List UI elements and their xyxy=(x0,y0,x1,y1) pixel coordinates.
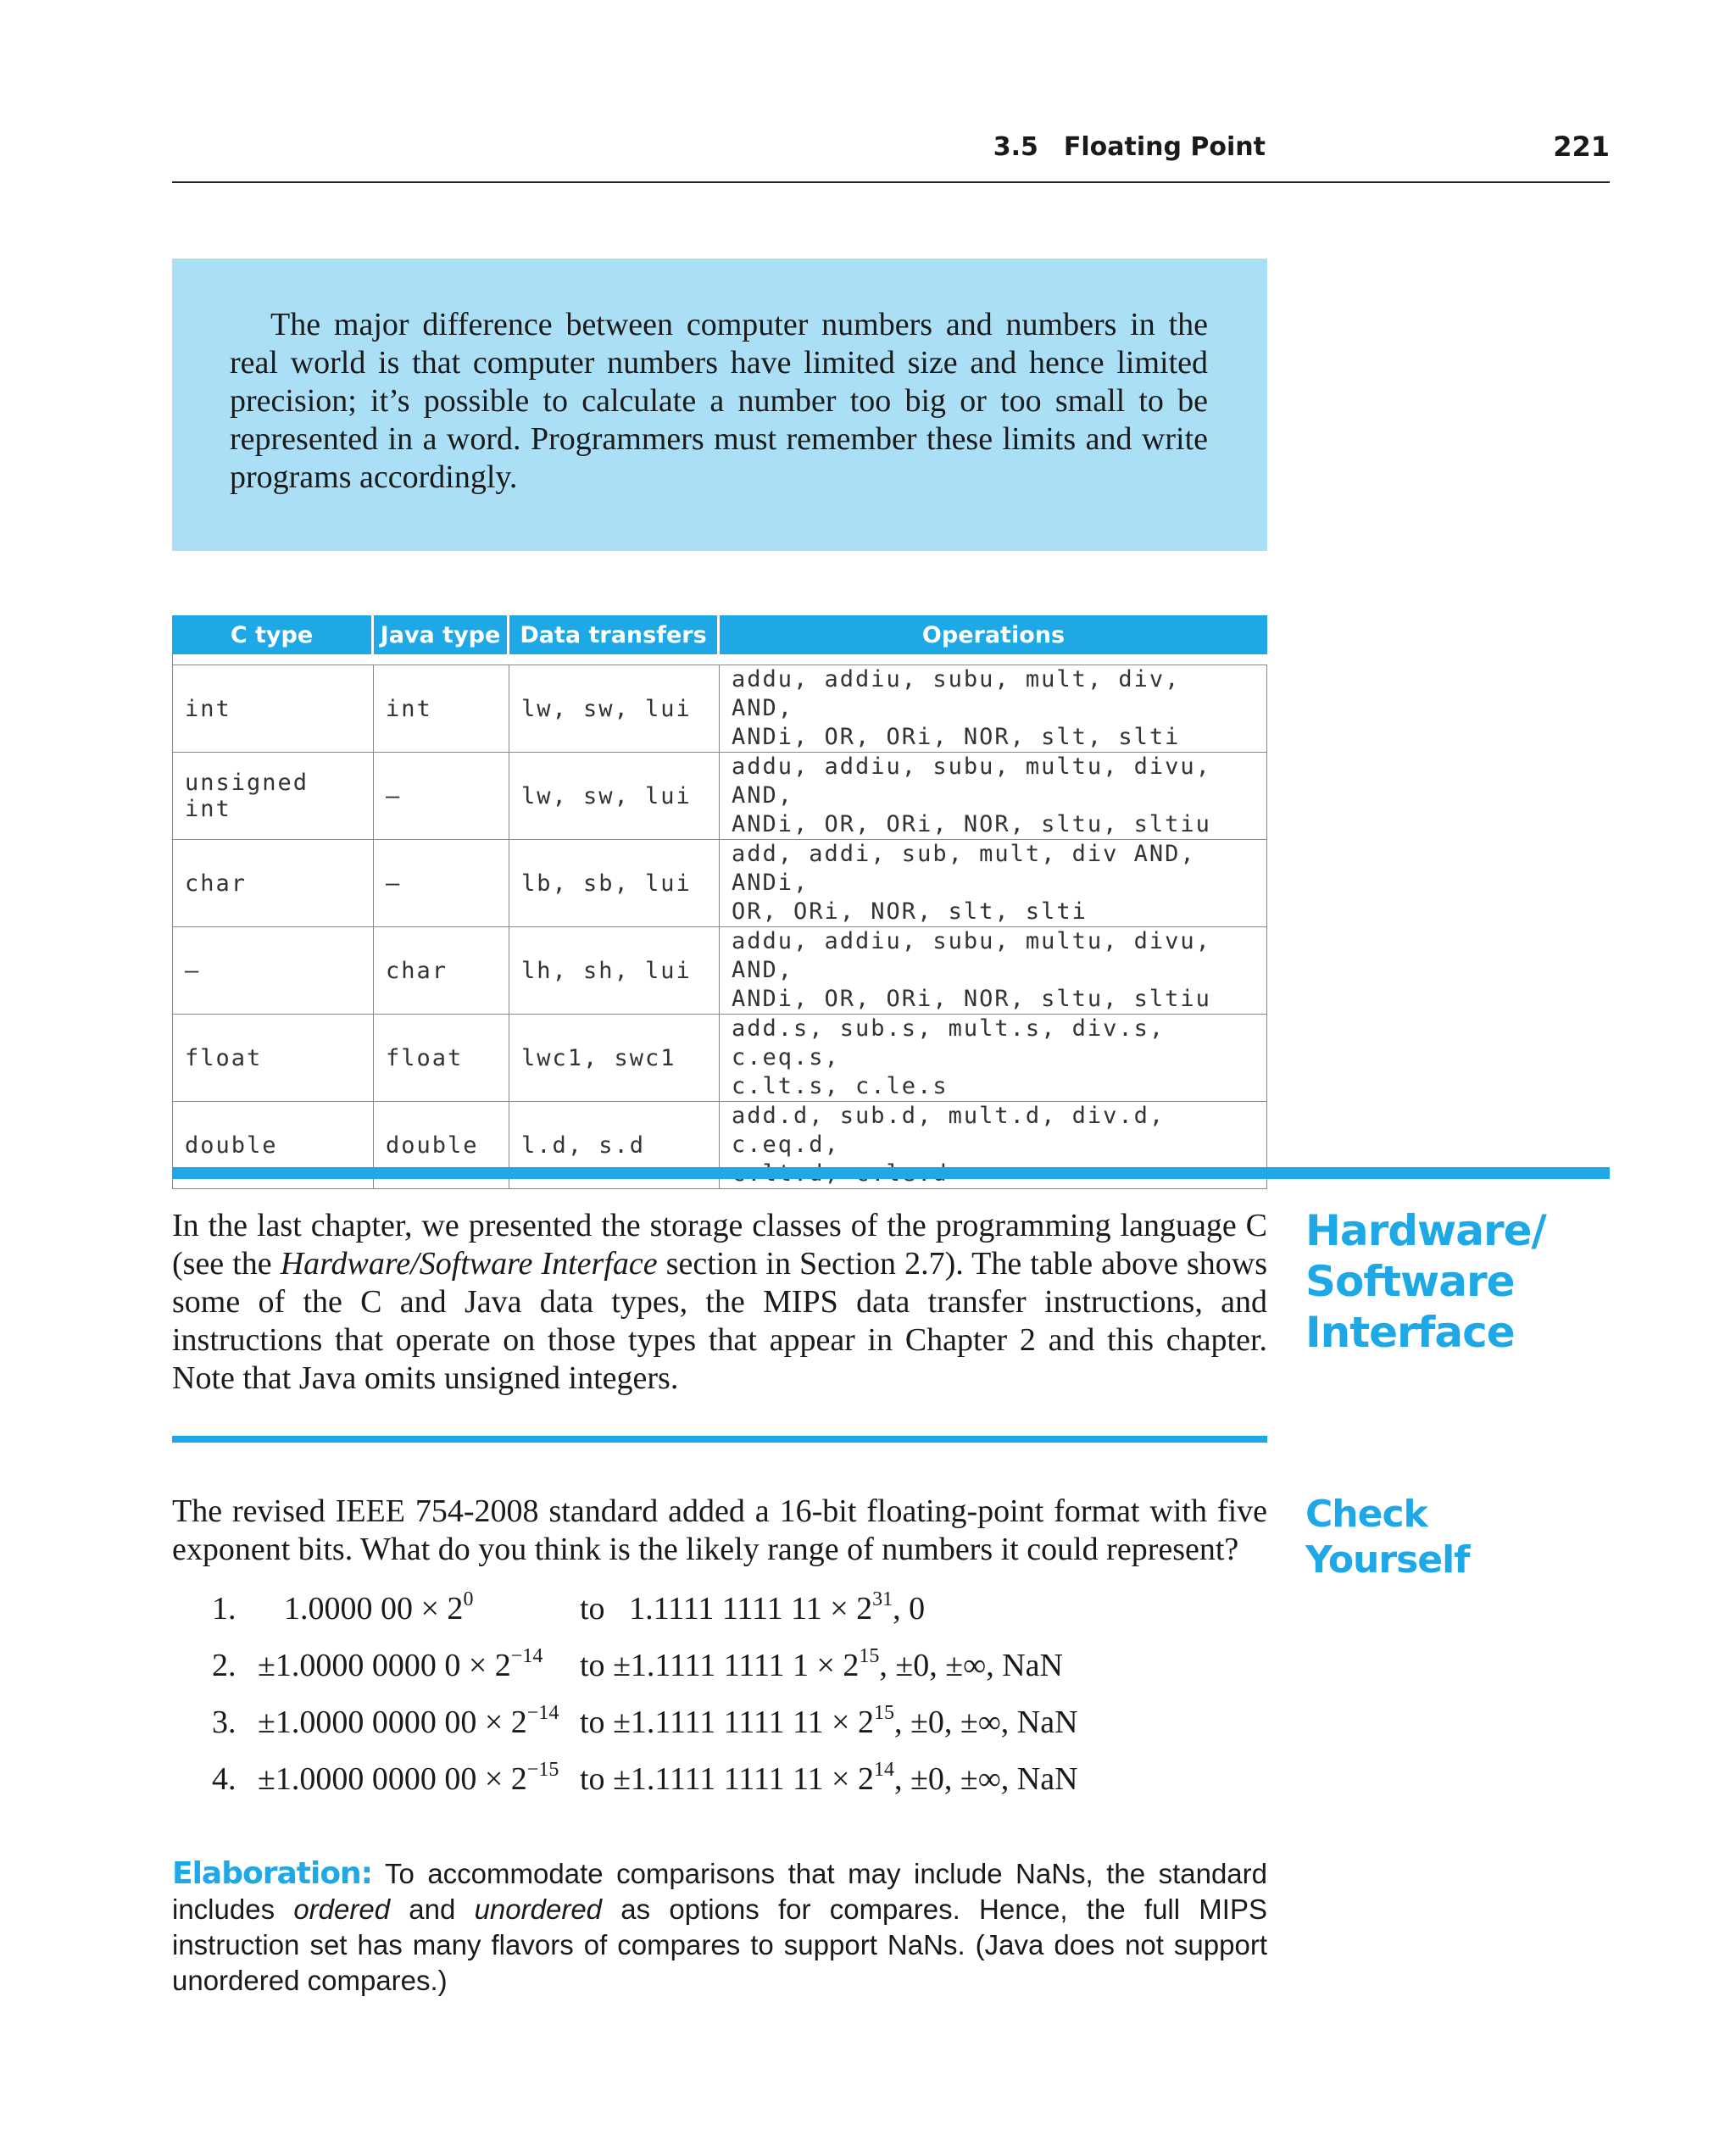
hsi-text-after: section in Section 2.7). The table above shows some of the C and Java data types, the MIPS data transfer instructions, and instructions that operate on those types that appear in Chapter 2 and this chapter. Note that Java omits unsigned integers. xyxy=(172,1246,1267,1396)
table-header-row xyxy=(172,615,1267,654)
ops-line: add.s, sub.s, mult.s, div.s, c.eq.s, xyxy=(732,1015,1166,1070)
ops-line: ANDi, OR, ORi, NOR, sltu, sltiu xyxy=(732,811,1211,837)
option-to: to xyxy=(580,1648,605,1683)
option-from: ±1.0000 0000 $00 \times 2^{-15}$ xyxy=(258,1759,559,1797)
table-row xyxy=(172,1015,1267,1102)
table-row xyxy=(172,927,1267,1015)
cell-java-type: double xyxy=(374,1102,509,1189)
table-row xyxy=(172,840,1267,927)
cell-transfers: lw, sw, lui xyxy=(509,753,720,840)
elaboration-paragraph: Elaboration: To accommodate comparisons that may include NaNs, the standard includes ordered and unordered as options for compares. Hence, the full MIPS instruction set has many flavors of compares to support NaNs. (Java does not support unordered compares.) xyxy=(172,1856,1267,1996)
check-heading-line: Yourself xyxy=(1305,1538,1470,1582)
cell-transfers: lh, sh, lui xyxy=(509,927,720,1015)
table-row xyxy=(172,665,1267,753)
hsi-heading xyxy=(1305,1205,1585,1358)
cell-c-type: char xyxy=(172,840,374,927)
cell-c-type: float xyxy=(172,1015,374,1102)
ops-line: addu, addiu, subu, mult, div, AND, xyxy=(732,666,1181,721)
hsi-heading-line: Interface xyxy=(1305,1308,1515,1357)
ops-line: add.d, sub.d, mult.d, div.d, c.eq.d, xyxy=(732,1103,1166,1158)
section-title: Floating Point xyxy=(1063,132,1266,162)
data-types-table xyxy=(172,615,1267,1189)
ordered-term: ordered xyxy=(293,1894,391,1925)
cell-operations xyxy=(720,665,1267,753)
header-data-transfers: Data transfers xyxy=(509,615,720,654)
ops-line: c.lt.s, c.le.s xyxy=(732,1073,949,1099)
ops-line: addu, addiu, subu, multu, divu, AND, xyxy=(732,928,1211,983)
table-spacer xyxy=(172,654,1267,665)
header-c-type: C type xyxy=(172,615,374,654)
cell-transfers: lw, sw, lui xyxy=(509,665,720,753)
elaboration-label: Elaboration: xyxy=(172,1856,373,1891)
cell-transfers: l.d, s.d xyxy=(509,1102,720,1189)
option-to: to xyxy=(580,1704,605,1740)
option-number: 2. xyxy=(212,1648,236,1683)
page-number: 221 xyxy=(1553,131,1610,163)
big-picture-text: The major difference between computer numbers and numbers in the real world is that computer numbers have limited size and hence limited precision; it’s possible to calculate a number too big or too small to be represented in a word. Programmers must remember these limits and write programs accordingly. xyxy=(230,307,1208,495)
table-row xyxy=(172,753,1267,840)
ops-line: addu, addiu, subu, multu, divu, AND, xyxy=(732,754,1211,809)
hsi-bottom-rule xyxy=(172,1436,1267,1443)
cell-java-type: float xyxy=(374,1015,509,1102)
cell-c-type: int xyxy=(172,665,374,753)
hsi-text-italic: Hardware/Software Interface xyxy=(280,1246,658,1282)
cell-c-type: — xyxy=(172,927,374,1015)
answer-option xyxy=(212,1590,1314,1647)
option-number: 1. xyxy=(212,1591,236,1627)
ops-line: OR, ORi, NOR, slt, slti xyxy=(732,898,1088,925)
section-heading xyxy=(993,132,1266,162)
cell-java-type: char xyxy=(374,927,509,1015)
answer-option xyxy=(212,1647,1314,1704)
cell-operations xyxy=(720,753,1267,840)
option-number: 3. xyxy=(212,1704,236,1740)
cell-c-type: double xyxy=(172,1102,374,1189)
cell-c-type: unsigned int xyxy=(172,753,374,840)
ops-line: ANDi, OR, ORi, NOR, slt, slti xyxy=(732,724,1181,750)
cell-java-type: int xyxy=(374,665,509,753)
option-upper: ±1.1111 1111 $11 \times 2^{14}$, ±0, ±∞, NaN xyxy=(613,1759,1078,1797)
header-operations: Operations xyxy=(720,615,1267,654)
section-number: 3.5 xyxy=(993,132,1038,162)
cell-operations xyxy=(720,840,1267,927)
check-question: The revised IEEE 754-2008 standard added a 16-bit floating-point format with five exponent bits. What do you think is the likely range of numbers it could represent? xyxy=(172,1493,1267,1567)
answer-option xyxy=(212,1704,1314,1760)
answer-options xyxy=(212,1590,1314,1817)
answer-option xyxy=(212,1760,1314,1817)
check-yourself-heading xyxy=(1305,1492,1585,1583)
hsi-text-before: In the last chapter, we presented the storage classes of the programming language C (see the xyxy=(172,1208,1267,1282)
header-java-type: Java type xyxy=(374,615,509,654)
option-from: ±1.0000 0000 $00 \times 2^{-14}$ xyxy=(258,1702,559,1740)
option-upper: ±1.1111 1111 $1 \times 2^{15}$, ±0, ±∞, NaN xyxy=(613,1645,1063,1683)
option-upper: 1.1111 1111 $11 \times 2^{31}$, 0 xyxy=(629,1588,926,1627)
option-to: to xyxy=(580,1761,605,1797)
cell-operations xyxy=(720,927,1267,1015)
hsi-paragraph xyxy=(172,1207,1267,1398)
ops-line: add, addi, sub, mult, div AND, ANDi, xyxy=(732,841,1196,896)
running-header xyxy=(172,125,1610,183)
option-upper: ±1.1111 1111 $11 \times 2^{15}$, ±0, ±∞, NaN xyxy=(613,1702,1078,1740)
cell-java-type: — xyxy=(374,753,509,840)
hsi-heading-line: Software xyxy=(1305,1257,1515,1306)
option-from: ±1.0000 0000 $0 \times 2^{-14}$ xyxy=(258,1645,543,1683)
unordered-term: unordered xyxy=(474,1894,603,1925)
cell-operations xyxy=(720,1015,1267,1102)
ops-line: ANDi, OR, ORi, NOR, sltu, sltiu xyxy=(732,986,1211,1012)
cell-java-type: — xyxy=(374,840,509,927)
option-to: to xyxy=(580,1591,605,1627)
hsi-top-rule xyxy=(172,1167,1610,1179)
option-number: 4. xyxy=(212,1761,236,1797)
hsi-heading-line: Hardware/ xyxy=(1305,1206,1546,1255)
big-picture-box xyxy=(172,259,1267,551)
option-from: 1.0000 $00 \times 2^0$ xyxy=(284,1588,474,1627)
cell-transfers: lwc1, swc1 xyxy=(509,1015,720,1102)
cell-transfers: lb, sb, lui xyxy=(509,840,720,927)
check-heading-line: Check xyxy=(1305,1493,1427,1536)
